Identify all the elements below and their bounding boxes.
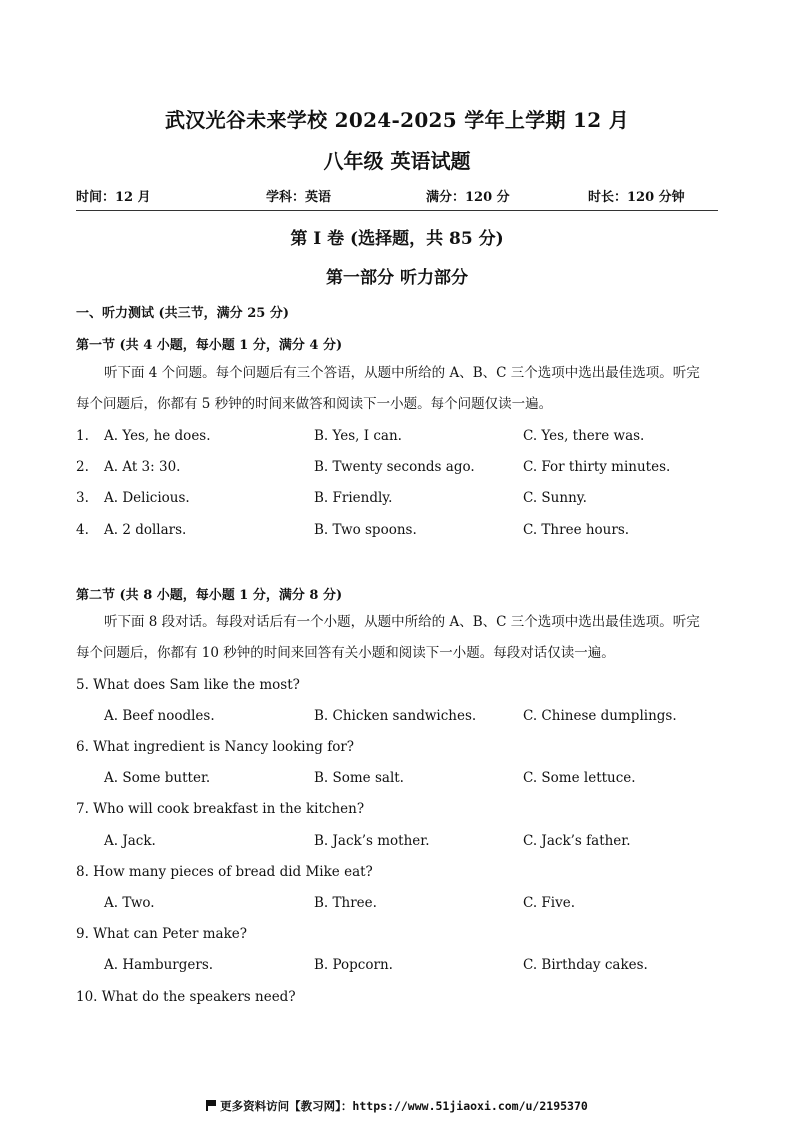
instruction-line: 听下面 4 个问题。每个问题后有三个答语，从题中所给的 A、B、C 三个选项中选出最佳选项。听完 [104,365,700,381]
option-row [76,895,718,915]
question-row [76,490,718,510]
option-a: A. Two. [104,895,155,911]
option-c: C. Sunny. [523,490,587,506]
section2-heading: 第二节 (共 8 小题，每小题 1 分，满分 8 分) [76,588,343,603]
option-c: C. Yes, there was. [523,428,645,444]
part-title: 第一部分 听力部分 [326,268,468,288]
option-b: B. Popcorn. [314,957,393,973]
option-row [76,957,718,977]
exam-page [76,0,718,1124]
question-row [76,522,718,542]
option-c: C. Chinese dumplings. [523,708,677,724]
option-b: B. Three. [314,895,377,911]
section2-instructions [76,607,718,669]
option-c: C. Jack’s father. [523,833,631,849]
option-a: A. Some butter. [104,770,211,786]
option-b: B. Friendly. [314,490,393,506]
question-text: 9. What can Peter make? [76,926,247,942]
question-number: 1. [76,428,89,444]
section1-heading: 第一节 (共 4 小题，每小题 1 分，满分 4 分) [76,338,343,353]
exam-subtitle: 八年级 英语试题 [323,149,471,173]
question-text: 5. What does Sam like the most? [76,677,300,693]
option-a: A. Delicious. [104,490,190,506]
footer-text: 更多资料访问【教习网】：https://www.51jiaoxi.com/u/2195370 [220,1099,588,1113]
instruction-line: 每个问题后，你都有 10 秒钟的时间来回答有关小题和阅读下一小题。每段对话仅读一遍。 [76,645,615,661]
option-a: A. Jack. [104,833,156,849]
option-c: C. Three hours. [523,522,630,538]
info-subject: 学科：英语 [266,190,332,205]
question-row [76,459,718,479]
instruction-line: 听下面 8 段对话。每段对话后有一个小题，从题中所给的 A、B、C 三个选项中选出最佳选项。听完 [104,614,700,630]
option-c: C. For thirty minutes. [523,459,671,475]
option-b: B. Chicken sandwiches. [314,708,477,724]
option-a: A. Beef noodles. [104,708,215,724]
option-a: A. At 3: 30. [104,459,181,475]
exam-title: 武汉光谷未来学校 2024-2025 学年上学期 12 月 [164,108,629,132]
option-b: B. Yes, I can. [314,428,402,444]
option-a: A. 2 dollars. [104,522,187,538]
question-number: 4. [76,522,89,538]
info-score: 满分：120 分 [426,190,510,205]
option-row [76,833,718,853]
option-c: C. Birthday cakes. [523,957,648,973]
listening-heading: 一、听力测试 (共三节，满分 25 分) [76,306,289,321]
option-a: A. Yes, he does. [104,428,211,444]
volume-title: 第 I 卷 (选择题，共 85 分) [290,229,504,249]
footer-link[interactable] [0,1098,794,1114]
info-duration: 时长：120 分钟 [588,190,685,205]
section1-instructions [76,358,718,420]
header-divider [76,210,718,211]
instruction-line: 每个问题后，你都有 5 秒钟的时间来做答和阅读下一小题。每个问题仅读一遍。 [76,396,553,412]
option-b: B. Two spoons. [314,522,417,538]
option-c: C. Some lettuce. [523,770,636,786]
option-c: C. Five. [523,895,576,911]
flag-icon [206,1100,216,1111]
option-b: B. Jack’s mother. [314,833,430,849]
option-b: B. Some salt. [314,770,404,786]
question-text: 8. How many pieces of bread did Mike eat? [76,864,373,880]
option-b: B. Twenty seconds ago. [314,459,475,475]
exam-info-row [76,186,718,204]
info-time: 时间：12 月 [76,190,151,205]
question-text: 6. What ingredient is Nancy looking for? [76,739,355,755]
question-number: 2. [76,459,89,475]
option-a: A. Hamburgers. [104,957,214,973]
question-text: 10. What do the speakers need? [76,989,296,1005]
option-row [76,770,718,790]
option-row [76,708,718,728]
question-text: 7. Who will cook breakfast in the kitchen? [76,801,365,817]
question-number: 3. [76,490,89,506]
question-row [76,428,718,448]
